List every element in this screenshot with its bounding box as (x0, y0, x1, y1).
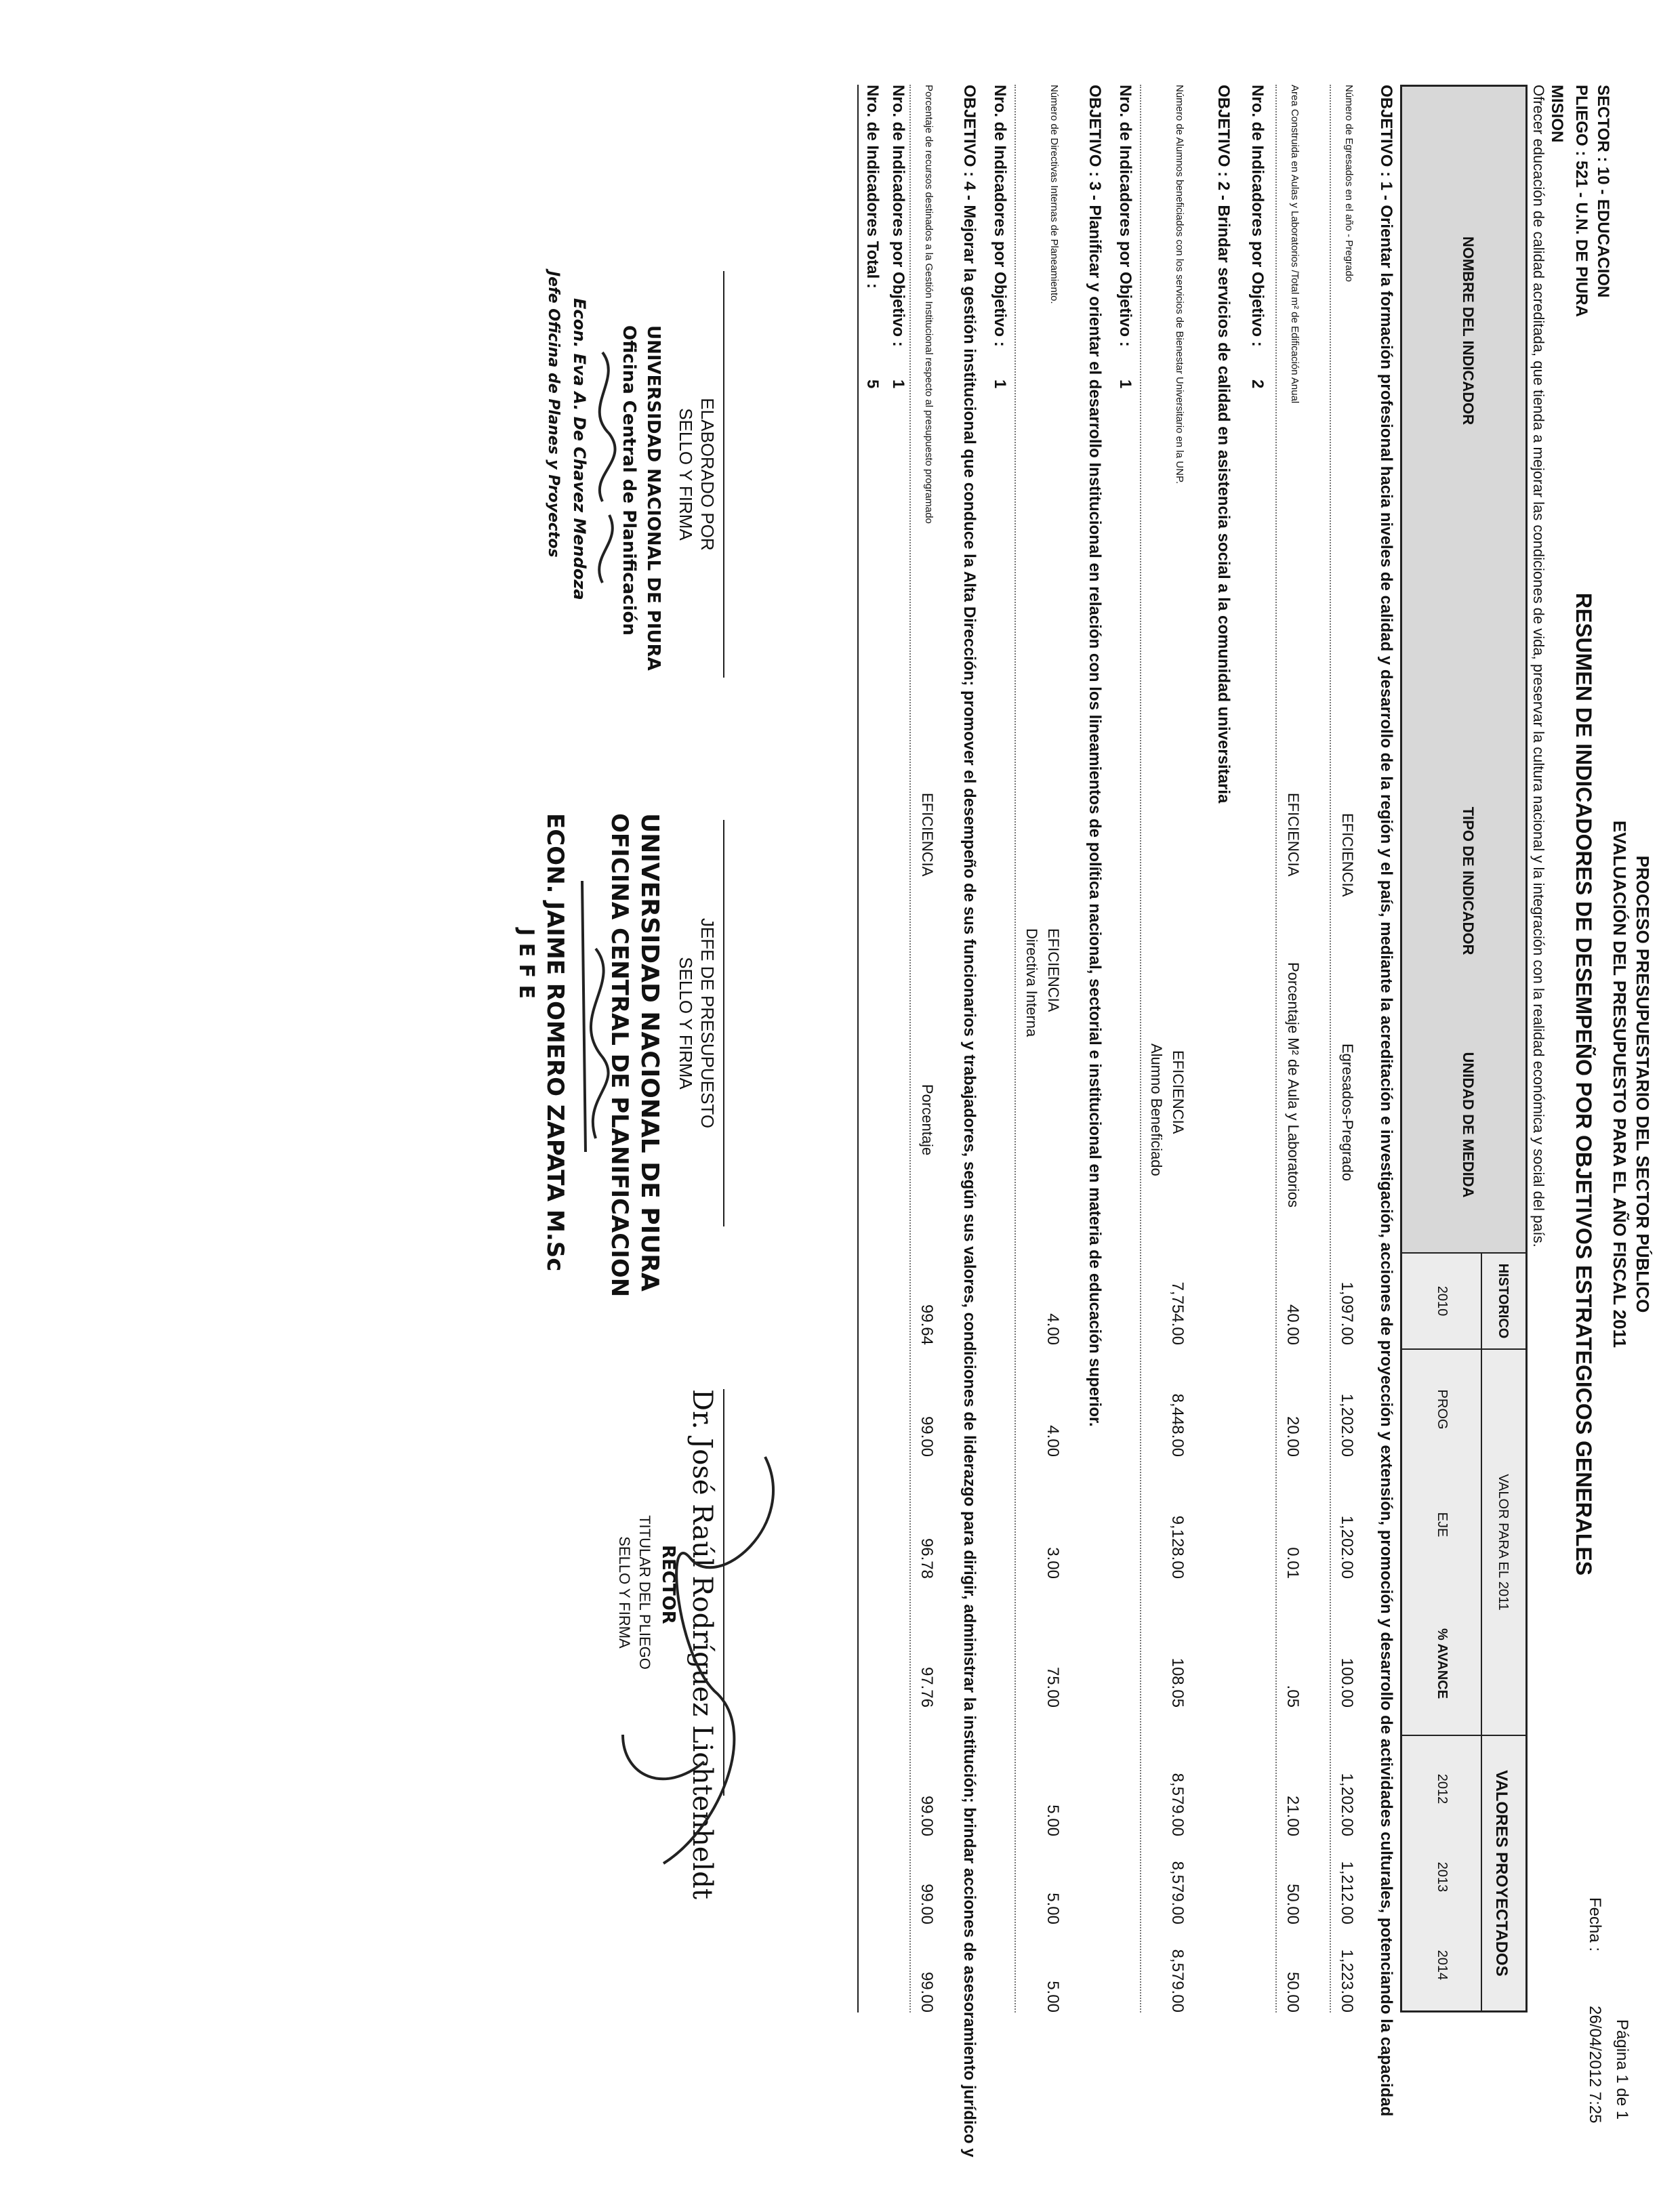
indicator-tipo: EFICIENCIA (1339, 813, 1356, 897)
value-2012: 5.00 (1044, 1804, 1062, 1836)
stamp-left-1: UNIVERSIDAD NACIONAL DE PIURA (643, 325, 663, 671)
col-2014: 2014 (1435, 1949, 1450, 1981)
value-avance: 108.05 (1168, 1657, 1187, 1708)
value-prog: 20.00 (1284, 1416, 1302, 1457)
objective-title: OBJETIVO : 4 - Mejorar la gestión institucional que conduce la Alta Dirección; promover el desempeño de sus funcionarios y trabajadores, según sus valores, condiciones de liderazgo para dirigir, administrar la institución; brindar acciones de asesoramiento jurídico y (960, 85, 979, 2158)
sig-titular-1: TITULAR DEL PLIEGO (636, 1515, 653, 1670)
page-number: Página 1 de 1 (1613, 2019, 1631, 2120)
objective-count-label: Nro. de Indicadores por Objetivo : (991, 85, 1009, 347)
total-label: Nro. de Indicadores Total : (863, 85, 882, 289)
stamp-mid-3: ECON. JAIME ROMERO ZAPATA M.Sc (541, 813, 569, 1272)
sig-elaborado-2: SELLO Y FIRMA (676, 408, 696, 541)
header-line1: PROCESO PRESUPUESTARIO DEL SECTOR PÚBLICO (1633, 855, 1653, 1313)
col-unidad: UNIDAD DE MEDIDA (1460, 1052, 1477, 1198)
stamp-left-3: Econ. Eva A. De Chavez Mendoza (570, 298, 589, 600)
col-historico: HISTORICO (1496, 1263, 1511, 1339)
sig-elaborado-1: ELABORADO POR (697, 398, 718, 551)
indicator-tipo: EFICIENCIA (919, 793, 936, 877)
value-2014: 99.00 (918, 1971, 936, 2012)
objective-count-label: Nro. de Indicadores por Objetivo : (1116, 85, 1134, 347)
stamp-right-2: RECTOR (658, 1545, 678, 1624)
indicator-unidad: Egresados-Pregrado (1339, 1044, 1356, 1182)
stamp-left-4: Jefe Oficina de Planes y Proyectos (545, 271, 562, 558)
value-2014: 50.00 (1284, 1971, 1302, 2012)
value-hist: 4.00 (1044, 1313, 1062, 1345)
objective-count-label: Nro. de Indicadores por Objetivo : (1248, 85, 1267, 347)
page-title: RESUMEN DE INDICADORES DE DESEMPEÑO POR OBJETIVOS ESTRATEGICOS GENERALES (1572, 592, 1596, 1576)
value-avance: .05 (1284, 1685, 1302, 1708)
value-2013: 5.00 (1044, 1893, 1062, 1924)
col-tipo: TIPO DE INDICADOR (1460, 806, 1477, 955)
value-2014: 8,579.00 (1168, 1949, 1187, 2012)
pliego: PLIEGO : 521 - U.N. DE PIURA (1572, 85, 1591, 317)
indicator-unidad: Porcentaje (919, 1084, 936, 1156)
value-prog: 8,448.00 (1168, 1393, 1187, 1457)
fecha-value: 26/04/2012 7:25 (1586, 2006, 1604, 2124)
value-2012: 99.00 (918, 1795, 936, 1836)
sig-jefe-2: SELLO Y FIRMA (676, 957, 696, 1090)
col-valor-para: VALOR PARA EL 2011 (1496, 1474, 1511, 1611)
stamp-mid-2: OFICINA CENTRAL DE PLANIFICACION (606, 813, 633, 1298)
value-hist: 99.64 (918, 1304, 936, 1345)
value-2012: 8,579.00 (1168, 1773, 1187, 1836)
col-hist-year: 2010 (1435, 1285, 1450, 1317)
sector: SECTOR : 10 - EDUCACION (1594, 85, 1612, 298)
indicator-unidad: Alumno Beneficiado (1148, 1044, 1165, 1176)
value-2013: 1,212.00 (1338, 1861, 1356, 1924)
sig-jefe-1: JEFE DE PRESUPUESTO (697, 917, 718, 1129)
col-proyectados: VALORES PROYECTADOS (1492, 1770, 1511, 1977)
stamp-right-1: Dr. José Raúl Rodríguez Lichtenheldt (687, 1389, 718, 1899)
value-2013: 50.00 (1284, 1883, 1302, 1924)
mision-text: Ofrecer educación de calidad acreditada, que tienda a mejorar las condiciones de vida, preservar la cultura nacional y la integración con la realidad económica y social del país. (1530, 85, 1547, 1247)
value-hist: 1,097.00 (1338, 1281, 1356, 1345)
value-hist: 40.00 (1284, 1304, 1302, 1345)
value-2013: 99.00 (918, 1883, 936, 1924)
value-eje: 9,128.00 (1168, 1515, 1187, 1579)
indicator-unidad: Porcentaje M² de Aula y Laboratorios (1285, 962, 1302, 1207)
value-2014: 5.00 (1044, 1981, 1062, 2012)
col-avance: % AVANCE (1435, 1628, 1450, 1699)
col-nombre: NOMBRE DEL INDICADOR (1460, 236, 1477, 426)
indicator-tipo: EFICIENCIA (1285, 793, 1302, 877)
value-eje: 96.78 (918, 1537, 936, 1579)
stamp-mid-4: J E F E (514, 928, 538, 999)
stamp-mid-1: UNIVERSIDAD NACIONAL DE PIURA (636, 813, 663, 1292)
header-line2: EVALUACIÓN DEL PRESUPUESTO PARA EL AÑO FISCAL 2011 (1610, 820, 1630, 1348)
objective-title: OBJETIVO : 3 - Planificar y orientar el desarrollo Institucional en relación con los lineamientos de política nacional, sectorial e institucional en materia de educación superior. (1086, 85, 1104, 1427)
col-2013: 2013 (1435, 1861, 1450, 1893)
objective-count: 1 (889, 379, 907, 389)
col-2012: 2012 (1435, 1773, 1450, 1804)
sig-titular-2: SELLO Y FIRMA (616, 1536, 633, 1649)
total-value: 5 (863, 379, 882, 389)
value-hist: 7,754.00 (1168, 1281, 1187, 1345)
indicator-tipo: EFICIENCIA (1170, 1050, 1187, 1134)
value-avance: 97.76 (918, 1666, 936, 1708)
indicator-name: Area Construida en Aulas y Laboratorios /Total m² de Edificación Anual (1289, 85, 1300, 404)
value-2014: 1,223.00 (1338, 1949, 1356, 2012)
indicator-name: Porcentaje de recursos destinados a la Gestión Institucional respecto al presupuesto programado (923, 85, 935, 524)
value-eje: 0.01 (1284, 1547, 1302, 1579)
indicator-name: Número de Egresados en el año - Pregrado (1343, 85, 1355, 283)
indicator-tipo: EFICIENCIA (1045, 928, 1062, 1012)
value-2012: 1,202.00 (1338, 1773, 1356, 1836)
stamp-left-2: Oficina Central de Planificación (619, 325, 639, 636)
indicator-unidad: Directiva Interna (1023, 928, 1040, 1037)
mision-label: MISION (1548, 85, 1566, 143)
col-eje: EJE (1435, 1512, 1450, 1537)
indicator-name: Número de Alumnos beneficiados con los servicios de Bienestar Universitario en la UNP. (1174, 85, 1185, 484)
objective-count-label: Nro. de Indicadores por Objetivo : (889, 85, 907, 347)
value-2012: 21.00 (1284, 1795, 1302, 1836)
objective-count: 2 (1248, 379, 1267, 389)
value-eje: 1,202.00 (1338, 1515, 1356, 1579)
value-eje: 3.00 (1044, 1547, 1062, 1579)
value-prog: 4.00 (1044, 1425, 1062, 1457)
objective-count: 1 (1116, 379, 1134, 389)
col-prog: PROG (1435, 1389, 1450, 1430)
value-prog: 99.00 (918, 1416, 936, 1457)
value-prog: 1,202.00 (1338, 1393, 1356, 1457)
value-avance: 75.00 (1044, 1666, 1062, 1708)
value-avance: 100.00 (1338, 1657, 1356, 1708)
objective-title: OBJETIVO : 2 - Brindar servicios de calidad en asistencia social a la comunidad universitaria (1214, 85, 1233, 804)
value-2013: 8,579.00 (1168, 1861, 1187, 1924)
indicator-name: Número de Directivas Internas de Planeamiento. (1048, 85, 1060, 304)
fecha-label: Fecha : (1586, 1897, 1604, 1952)
objective-title: OBJETIVO : 1 - Orientar la formación profesional hacia niveles de calidad y desarrollo de la región y el país, mediante la acreditación e investigación, acciones de proyección y extensión, promoción y desarrollo de actividades culturales, potenciando la capacidad (1377, 85, 1395, 2117)
objective-count: 1 (991, 379, 1009, 389)
